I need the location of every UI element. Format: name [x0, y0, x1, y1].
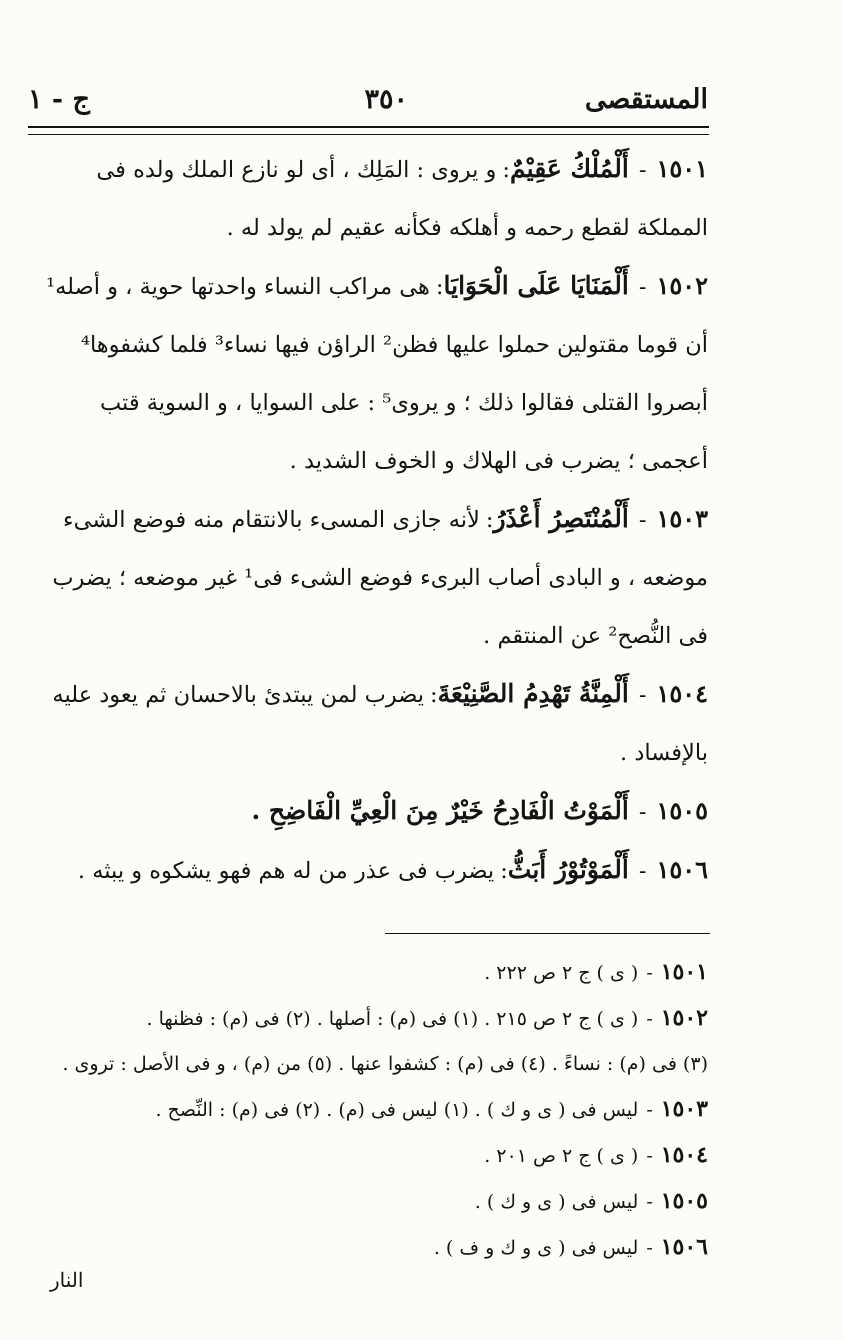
footnote-text: ( ى ) ج ٢ ص ٢٠١ .	[484, 1145, 639, 1167]
proverb-headword: أَلْمَنَايَا عَلَى الْحَوَايَا	[443, 271, 629, 300]
footnote-line: ١٥٠٢-( ى ) ج ٢ ص ٢١٥ . (١) فى (م) : أصلها . (٢) فى (م) : فظنها .	[146, 1005, 708, 1031]
entry-commentary: يضرب لمن يبتدئ بالاحسان ثم يعود عليه بالإفساد .	[52, 682, 708, 766]
entry-commentary: لأنه جازى المسىء بالانتقام منه فوضع الشىء موضعه ، و البادى أصاب البرىء فوضع الشىء فى¹ غير موضعه ؛ يضرب فى النُّصح² عن المنتقم .	[52, 507, 708, 649]
entry-commentary: و يروى : المَلِك ، أى لو نازع الملك ولده فى المملكة لقطع رحمه و أهلكه فكأنه عقيم لم يولد له .	[96, 157, 708, 241]
footnote-line	[28, 1042, 708, 1087]
page-header	[28, 84, 708, 120]
proverb-headword: أَلْمِنَّةُ تَهْدِمُ الصَّنِيْعَةَ	[437, 679, 629, 708]
footnote-number: ١٥٠٢	[660, 1005, 708, 1031]
footnote-line: ١٥٠٤-( ى ) ج ٢ ص ٢٠١ .	[484, 1142, 708, 1168]
footnote-text: (٣) فى (م) : نساءً . (٤) فى (م) : كشفوا عنها . (٥) من (م) ، و فى الأصل : تروى .	[62, 1053, 708, 1075]
footnote-number: ١٥٠١	[660, 959, 708, 985]
footnote-text: ليس فى ( ى و ك ) . (١) ليس فى (م) . (٢) فى (م) : النِّصح .	[155, 1099, 639, 1121]
entry-commentary: يضرب فى عذر من له هم فهو يشكوه و يبثه .	[77, 858, 495, 884]
footnote-line: ١٥٠٣-ليس فى ( ى و ك ) . (١) ليس فى (م) . (٢) فى (م) : النِّصح .	[155, 1096, 708, 1122]
header-rule-thin	[28, 134, 709, 135]
footnote-text: ( ى ) ج ٢ ص ٢٢٢ .	[484, 962, 639, 984]
page-number: ٣٥٠	[364, 84, 408, 115]
running-title: المستقصى	[584, 84, 708, 115]
footnote-number: ١٥٠٥	[660, 1188, 708, 1214]
proverb-entry: ١٥٠٦-أَلْمَوْتُوْرُ أَبَثُّ:يضرب فى عذر من له هم فهو يشكوه و يبثه .	[77, 855, 708, 884]
proverb-headword: أَلْمَوْتُوْرُ أَبَثُّ	[507, 855, 629, 884]
proverb-entry: ١٥٠٤-أَلْمِنَّةُ تَهْدِمُ الصَّنِيْعَةَ:يضرب لمن يبتدئ بالاحسان ثم يعود عليه بالإفساد .	[52, 679, 708, 766]
entry-number: ١٥٠٣	[656, 504, 708, 533]
entry-commentary: هى مراكب النساء واحدتها حوية ، و أصله¹ أن قوما مقتولين حملوا عليها فظن² الراؤن فيها نساء³ فلما كشفوها⁴ أبصروا القتلى فقالوا ذلك ؛ و يروى⁵ : على السوايا ، و السوية قتب أعجمى ؛ يضرب فى الهلاك و الخوف الشديد .	[46, 274, 708, 474]
proverb-headword: أَلْمُلْكُ عَقِيْمٌ	[510, 154, 629, 183]
footnote-line: ١٥٠٥-ليس فى ( ى و ك ) .	[474, 1188, 708, 1214]
entry-number: ١٥٠١	[656, 154, 708, 183]
footnote-line: ١٥٠١-( ى ) ج ٢ ص ٢٢٢ .	[484, 959, 708, 985]
proverb-entry: ١٥٠١-أَلْمُلْكُ عَقِيْمٌ:و يروى : المَلِك ، أى لو نازع الملك ولده فى المملكة لقطع رحمه و أهلكه فكأنه عقيم لم يولد له .	[96, 154, 708, 241]
entry-number: ١٥٠٤	[656, 679, 708, 708]
proverb-entry: ١٥٠٥-أَلْمَوْتُ الْفَادِحُ خَيْرٌ مِنَ الْعِيِّ الْفَاضِحِ .	[251, 796, 708, 825]
entry-number: ١٥٠٥	[656, 796, 708, 825]
footnote-number: ١٥٠٦	[660, 1234, 708, 1260]
footnote-separator	[385, 933, 710, 934]
footnote-number: ١٥٠٤	[660, 1142, 708, 1168]
proverb-entry: ١٥٠٢-أَلْمَنَايَا عَلَى الْحَوَايَا:هى مراكب النساء واحدتها حوية ، و أصله¹ أن قوما مقتولين حملوا عليها فظن² الراؤن فيها نساء³ فلما كشفوها⁴ أبصروا القتلى فقالوا ذلك ؛ و يروى⁵ : على السوايا ، و السوية قتب أعجمى ؛ يضرب فى الهلاك و الخوف الشديد .	[46, 271, 708, 474]
proverb-entry: ١٥٠٣-أَلْمُنْتَصِرُ أَعْذَرُ:لأنه جازى المسىء بالانتقام منه فوضع الشىء موضعه ، و البادى أصاب البرىء فوضع الشىء فى¹ غير موضعه ؛ يضرب فى النُّصح² عن المنتقم .	[52, 504, 708, 649]
printer-signature-mark: النار	[50, 1268, 84, 1292]
footnote-text: ليس فى ( ى و ك و ف ) .	[433, 1237, 639, 1259]
volume-label: ج - ١	[28, 84, 90, 115]
proverb-headword: أَلْمَوْتُ الْفَادِحُ خَيْرٌ مِنَ الْعِيِّ الْفَاضِحِ .	[251, 796, 629, 825]
main-text	[28, 140, 708, 900]
footnote-text: ليس فى ( ى و ك ) .	[474, 1191, 639, 1213]
footnote-number: ١٥٠٣	[660, 1096, 708, 1122]
footnotes	[28, 950, 708, 1271]
footnote-line: ١٥٠٦-ليس فى ( ى و ك و ف ) .	[433, 1234, 708, 1260]
entry-number: ١٥٠٢	[656, 271, 708, 300]
footnote-text: ( ى ) ج ٢ ص ٢١٥ . (١) فى (م) : أصلها . (٢) فى (م) : فظنها .	[146, 1008, 639, 1030]
entry-number: ١٥٠٦	[656, 855, 708, 884]
proverb-headword: أَلْمُنْتَصِرُ أَعْذَرُ	[493, 504, 629, 533]
header-rule-thick	[28, 126, 709, 128]
